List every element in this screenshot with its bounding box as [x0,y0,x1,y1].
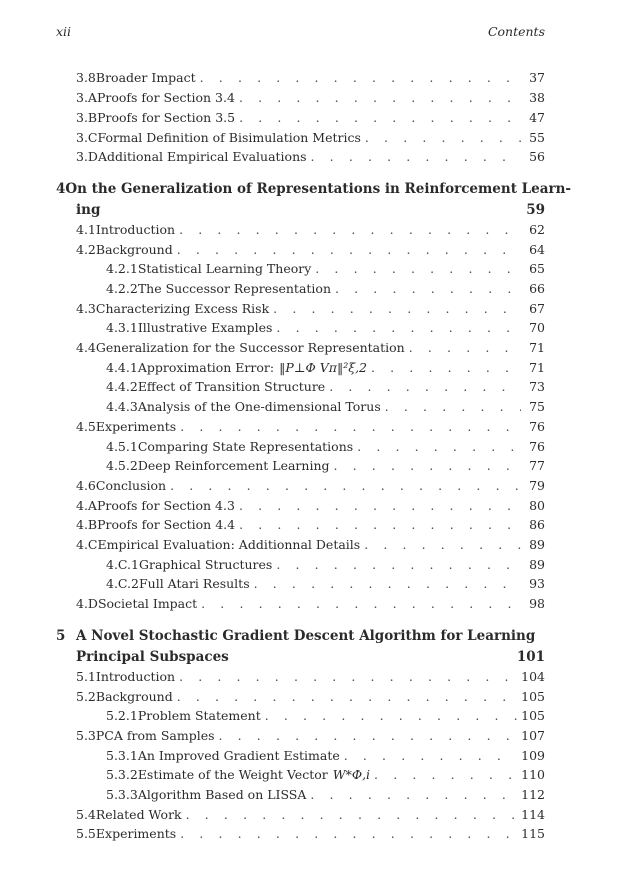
toc-entry-number: 4.3.1 [106,320,138,335]
toc-entry-title: Broader Impact [95,70,196,85]
toc-entry-page: 101 [516,649,545,665]
dot-leader [219,728,518,744]
toc-entry[interactable] [76,478,545,494]
toc-entry[interactable] [76,90,545,106]
toc-entry-number: 3.A [76,90,97,105]
toc-entry-page: 56 [529,149,545,164]
dot-leader [344,748,517,764]
toc-chapter-entry[interactable] [76,202,545,218]
toc-entry-number: 3.B [76,110,98,125]
toc-entry-number: 4.2 [76,242,96,257]
toc-entry-title: Illustrative Examples [137,320,273,335]
toc-entry-number: 5.4 [76,807,96,822]
toc-entry-page: 79 [529,478,545,493]
dot-leader [365,130,521,146]
toc-entry-number: 4.5.1 [106,439,138,454]
dot-leader [273,301,521,317]
toc-entry-number: 5 [56,628,66,644]
toc-entry-title: Proofs for Section 3.5 [97,110,236,125]
toc-entry-title: Experiments [95,419,177,434]
toc-entry-number: 5.5 [76,826,96,841]
toc-entry-number: 5.3.2 [106,767,138,782]
toc-entry-page: 47 [529,110,545,125]
toc-entry-number: 4.C [76,537,98,552]
toc-entry-number: 4.1 [76,222,96,237]
toc-entry-number: 5.3.3 [106,787,138,802]
toc-entry-number: 4.5.2 [106,458,138,473]
dot-leader [200,70,521,86]
toc-chapter-entry[interactable] [56,181,572,197]
dot-leader [179,222,521,238]
dot-leader [265,708,517,724]
running-title: Contents [487,24,545,39]
dot-leader [239,498,521,514]
toc-entry-title: Deep Reinforcement Learning [137,458,330,473]
toc-entry-title: Proofs for Section 4.4 [97,517,236,532]
toc-entry-number: 4 [56,181,66,197]
toc-entry-number: 3.8 [76,70,96,85]
toc-entry-title: Comparing State Representations [137,439,354,454]
toc-entry-title: Experiments [95,826,177,841]
dot-leader [180,419,521,435]
toc-entry-page: 104 [521,669,545,684]
toc-entry-number: 4.D [76,596,98,611]
toc-entry-number: 5.2 [76,689,96,704]
toc-entry[interactable] [106,576,545,592]
dot-leader [177,242,521,258]
toc-entry-number: 4.4.1 [106,360,138,375]
toc-entry-number: 4.A [76,498,97,513]
toc-entry[interactable] [106,379,545,395]
toc-entry-page: 55 [529,130,545,145]
dot-leader [179,669,517,685]
toc-entry-number: 5.3 [76,728,96,743]
toc-entry-number: 4.3 [76,301,96,316]
toc-entry[interactable] [76,728,545,744]
toc-entry-page: 59 [526,202,545,218]
dot-leader [329,379,521,395]
toc-entry-title: Graphical Structures [138,557,273,572]
dot-leader [201,596,521,612]
toc-entry-page: 70 [529,320,545,335]
dot-leader [409,340,521,356]
toc-entry-title: Full Atari Results [138,576,250,591]
toc-entry[interactable] [106,557,545,573]
toc-entry[interactable] [76,149,545,165]
toc-entry[interactable] [106,748,545,764]
toc-entry-page: 110 [521,767,545,782]
toc-entry[interactable] [106,281,545,297]
toc-entry-title: Conclusion [95,478,167,493]
toc-entry-number: 4.2.2 [106,281,138,296]
dot-leader [364,537,521,553]
dot-leader [335,281,521,297]
toc-entry-title: Proofs for Section 4.3 [96,498,235,513]
toc-entry[interactable] [76,70,545,86]
toc-entry-number: 4.4 [76,340,96,355]
toc-entry-number: 4.C.2 [106,576,139,591]
toc-entry[interactable] [106,708,545,724]
toc-entry-title: An Improved Gradient Estimate [137,748,340,763]
toc-entry[interactable] [106,439,545,455]
toc-entry[interactable] [76,689,545,705]
toc-entry[interactable] [106,360,545,376]
dot-leader [239,90,521,106]
toc-entry-title: Statistical Learning Theory [137,261,312,276]
toc-entry-page: 67 [529,301,545,316]
dot-leader [177,689,517,705]
toc-entry-page: 62 [529,222,545,237]
toc-entry-title: Empirical Evaluation: Additionnal Details [97,537,361,552]
toc-entry-title: ing [76,202,101,218]
toc-entry-title: Estimate of the Weight Vector [137,767,328,782]
dot-leader [276,320,521,336]
toc-entry-number: 5.2.1 [106,708,138,723]
dot-leader [254,576,521,592]
dot-leader [357,439,521,455]
toc-entry-page: 76 [529,419,545,434]
toc-entry-page: 89 [529,537,545,552]
dot-leader [180,826,517,842]
toc-entry[interactable] [76,222,545,238]
toc-entry-number: 4.4.3 [106,399,138,414]
toc-entry[interactable] [106,320,545,336]
toc-entry-number: 4.5 [76,419,96,434]
toc-entry[interactable] [76,419,545,435]
toc-entry-title: Background [95,689,173,704]
toc-entry-page: 73 [529,379,545,394]
dot-leader [186,807,518,823]
toc-entry-title: Problem Statement [137,708,261,723]
toc-chapter-entry[interactable] [76,649,545,665]
toc-entry-title: On the Generalization of Representations in Reinforcement Learn- [65,181,572,197]
toc-entry[interactable] [106,787,545,803]
page-header [56,24,545,39]
toc-entry-page: 89 [529,557,545,572]
toc-entry-page: 77 [529,458,545,473]
toc-entry-page: 65 [529,261,545,276]
toc-entry-title: Approximation Error: [137,360,275,375]
toc-entry-title: Analysis of the One-dimensional Torus [137,399,381,414]
toc-entry-page: 112 [521,787,545,802]
toc-entry-number: 3.D [76,149,98,164]
toc-entry-title: A Novel Stochastic Gradient Descent Algorithm for Learning [76,628,536,644]
toc-entry-number: 4.B [76,517,98,532]
toc-entry-number: 5.3.1 [106,748,138,763]
toc-entry-page: 115 [521,826,545,841]
dot-leader [276,557,521,573]
toc-entry-page: 114 [521,807,545,822]
toc-entry[interactable] [76,301,545,317]
toc-entry[interactable] [76,242,545,258]
toc-entry-title: Additional Empirical Evaluations [97,149,307,164]
toc-entry-number: 4.6 [76,478,96,493]
toc-entry-title: Background [95,242,173,257]
toc-entry[interactable] [76,517,545,533]
toc-entry-title: Introduction [95,669,176,684]
toc-entry-title: Generalization for the Successor Representation [95,340,405,355]
toc-entry-number: 4.2.1 [106,261,138,276]
toc-chapter-entry[interactable] [56,628,545,644]
dot-leader [311,149,521,165]
toc-entry-page: 64 [529,242,545,257]
toc-entry-title: Formal Definition of Bisimulation Metrics [97,130,361,145]
toc-entry-number: 4.4.2 [106,379,138,394]
toc-entry-page: 107 [521,728,545,743]
toc-entry-number: 5.1 [76,669,96,684]
dot-leader [315,261,521,277]
toc-entry-page: 76 [529,439,545,454]
dot-leader [371,360,521,376]
toc-entry[interactable] [76,596,545,612]
toc-entry-page: 75 [529,399,545,414]
toc-entry[interactable] [106,767,545,783]
toc-entry-title: Algorithm Based on LISSA [137,787,307,802]
toc-entry-page: 66 [529,281,545,296]
page-number-label: xii [56,24,72,39]
toc-entry-title: Introduction [95,222,176,237]
toc-entry-math: W*Φ,i [332,767,371,782]
dot-leader [385,399,521,415]
toc-entry-number: 4.C.1 [106,557,139,572]
toc-entry[interactable] [76,340,545,356]
toc-entry[interactable] [106,458,545,474]
toc-entry[interactable] [76,826,545,842]
toc-entry-page: 93 [529,576,545,591]
toc-entry-title: Principal Subspaces [76,649,229,665]
dot-leader [310,787,517,803]
toc-entry[interactable] [76,130,545,146]
toc-entry[interactable] [76,537,545,553]
toc-entry-page: 71 [529,360,545,375]
toc-entry-page: 71 [529,340,545,355]
toc-entry[interactable] [106,261,545,277]
toc-entry-page: 109 [521,748,545,763]
toc-entry[interactable] [76,807,545,823]
dot-leader [374,767,517,783]
toc-entry[interactable] [106,399,545,415]
toc-entry-title: PCA from Samples [95,728,215,743]
toc-entry-page: 86 [529,517,545,532]
toc-entry-page: 105 [521,689,545,704]
dot-leader [239,517,521,533]
toc-entry[interactable] [76,110,545,126]
toc-entry-page: 37 [529,70,545,85]
dot-leader [239,110,521,126]
toc-entry-title: The Successor Representation [137,281,332,296]
toc-entry-page: 105 [521,708,545,723]
toc-entry-page: 80 [529,498,545,513]
toc-entry[interactable] [76,669,545,685]
toc-entry-title: Societal Impact [97,596,198,611]
toc-entry-page: 38 [529,90,545,105]
toc-entry-math: ‖P⊥Φ Vπ‖²ξ,2 [279,360,368,375]
toc-entry-number: 3.C [76,130,98,145]
dot-leader [334,458,521,474]
dot-leader [170,478,521,494]
toc-entry-title: Characterizing Excess Risk [95,301,270,316]
toc-entry-title: Related Work [95,807,182,822]
toc-entry-title: Effect of Transition Structure [137,379,326,394]
toc-entry-title: Proofs for Section 3.4 [96,90,235,105]
toc-entry[interactable] [76,498,545,514]
toc-entry-page: 98 [529,596,545,611]
